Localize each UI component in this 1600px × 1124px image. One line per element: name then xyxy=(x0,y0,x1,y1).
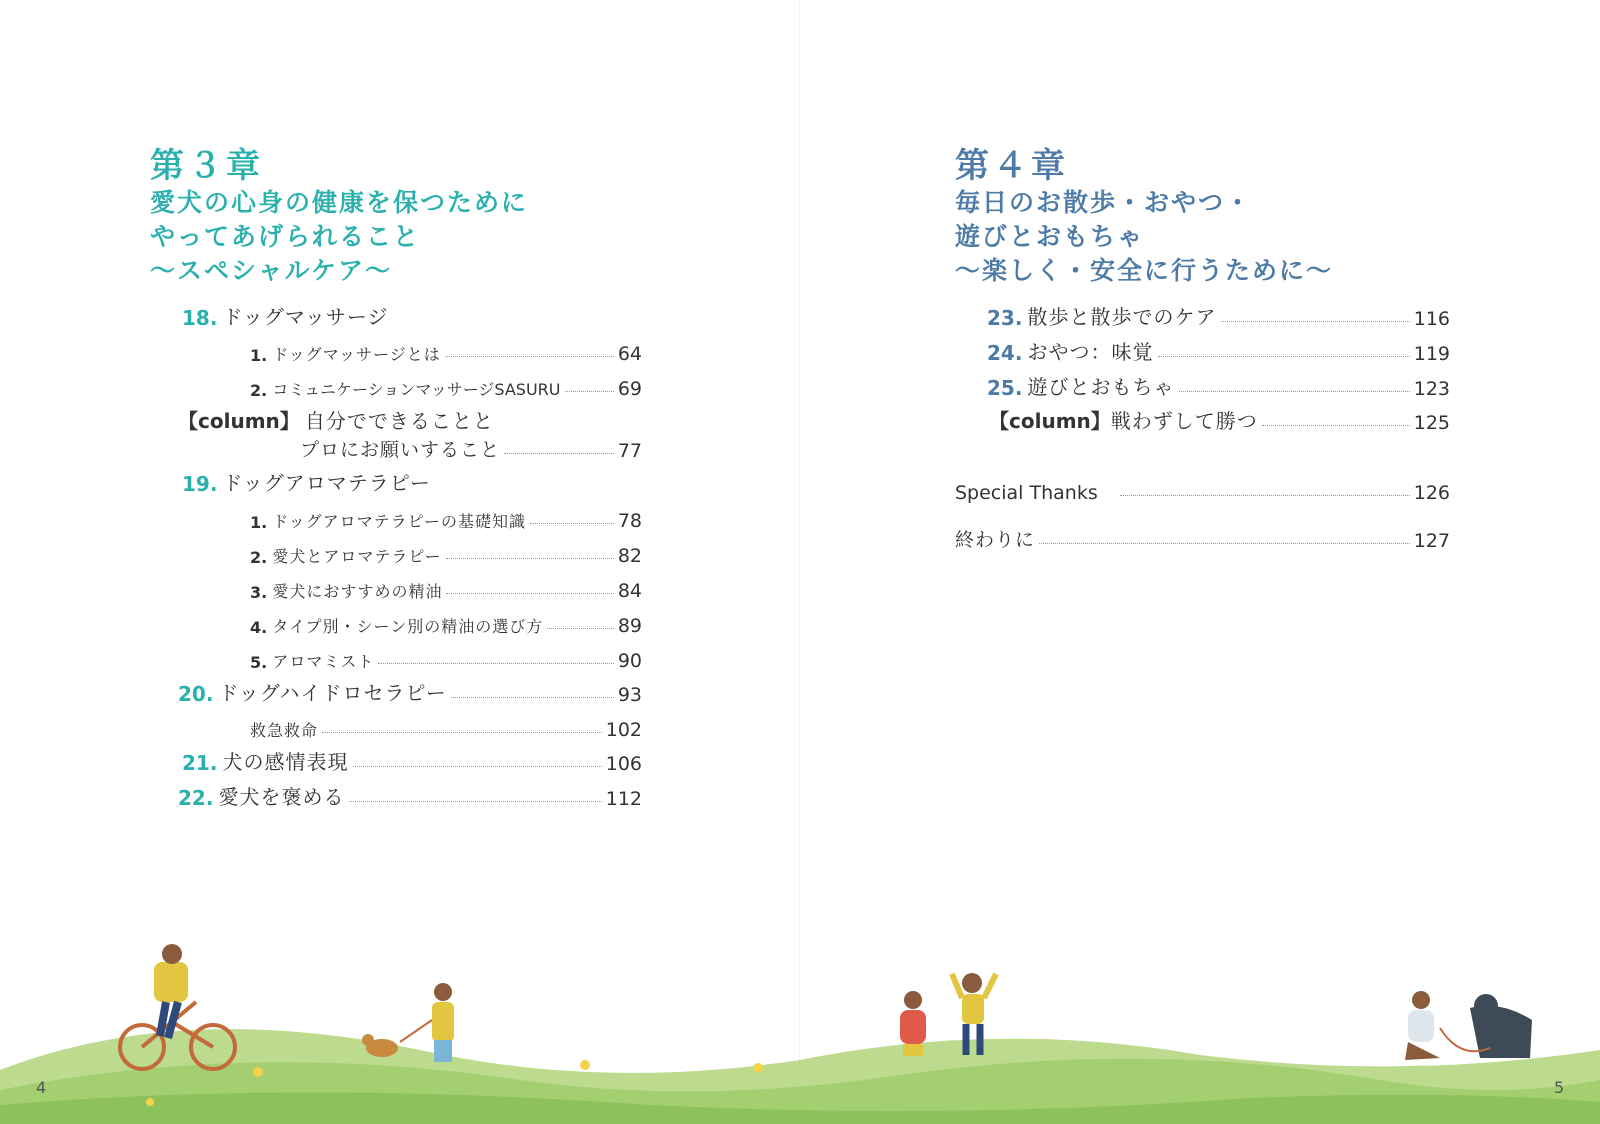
leader-dots xyxy=(1158,356,1410,357)
toc-column-2[interactable] xyxy=(989,402,1450,434)
toc-section-24[interactable] xyxy=(987,333,1450,365)
page-ref: 119 xyxy=(1413,343,1450,365)
page-ref: 64 xyxy=(617,343,642,365)
leader-dots xyxy=(530,523,614,524)
subtitle-line: 愛犬の心身の健康を保つために xyxy=(150,188,529,217)
leader-dots xyxy=(446,593,613,594)
page-ref: 102 xyxy=(605,719,642,741)
toc-item-19-5[interactable] xyxy=(250,640,642,672)
section-number: 22. xyxy=(178,786,214,810)
toc-section-21[interactable] xyxy=(182,743,642,775)
page-number-right: 5 xyxy=(1554,1078,1565,1097)
leader-dots xyxy=(322,732,602,733)
subtitle-line: 毎日のお散歩・おやつ・ xyxy=(955,188,1253,217)
column-title-line1: 自分でできることと xyxy=(304,409,494,433)
leader-dots xyxy=(1179,391,1410,392)
subtitle-line: 遊びとおもちゃ xyxy=(955,222,1145,251)
item-title: コミュニケーションマッサージSASURU xyxy=(272,380,561,399)
item-number: 5. xyxy=(250,653,268,672)
item-title: Special Thanks xyxy=(955,482,1098,504)
item-title: アロマミスト xyxy=(272,652,375,671)
toc-item-18-1[interactable] xyxy=(250,333,642,365)
page-ref: 116 xyxy=(1413,308,1450,330)
toc-item-19-4[interactable] xyxy=(250,605,642,637)
toc-section-23[interactable] xyxy=(987,298,1450,330)
toc-column-1-line2[interactable] xyxy=(300,430,642,462)
item-title: 救急救命 xyxy=(250,721,319,740)
section-number: 25. xyxy=(987,376,1023,400)
section-title: ドッグアロマテラピー xyxy=(222,471,431,495)
page-number-left: 4 xyxy=(36,1078,47,1097)
section-number: 18. xyxy=(182,306,218,330)
chapter-3-heading: 第３章 xyxy=(150,146,264,186)
page-ref: 125 xyxy=(1413,412,1450,434)
toc-section-20[interactable] xyxy=(178,674,642,706)
leader-dots xyxy=(446,558,614,559)
item-number: 2. xyxy=(250,548,268,567)
column-title: 戦わずして勝つ xyxy=(1110,409,1258,433)
page-ref: 78 xyxy=(617,510,642,532)
leader-dots xyxy=(1120,495,1410,496)
page-ref: 126 xyxy=(1413,482,1450,504)
leader-dots xyxy=(349,801,602,802)
section-number: 20. xyxy=(178,682,214,706)
chapter-4-heading: 第４章 xyxy=(955,146,1069,186)
item-number: 3. xyxy=(250,583,268,602)
chapter-4-subtitle xyxy=(955,186,1333,288)
chapter-3-subtitle xyxy=(150,186,528,288)
subtitle-line: やってあげられること xyxy=(150,222,421,251)
leader-dots xyxy=(445,356,614,357)
section-number: 24. xyxy=(987,341,1023,365)
toc-section-18[interactable] xyxy=(182,298,389,330)
item-title: タイプ別・シーン別の精油の選び方 xyxy=(272,617,544,636)
page-ref: 69 xyxy=(617,378,642,400)
leader-dots xyxy=(451,697,614,698)
park-illustration xyxy=(0,940,1600,1124)
column-title-line2: プロにお願いすること xyxy=(300,439,501,461)
section-number: 19. xyxy=(182,472,218,496)
toc-section-25[interactable] xyxy=(987,368,1450,400)
leader-dots xyxy=(378,663,613,664)
leader-dots xyxy=(504,453,614,454)
page-ref: 127 xyxy=(1413,530,1450,552)
section-number: 21. xyxy=(182,751,218,775)
leader-dots xyxy=(565,391,614,392)
column-tag: 【column】 xyxy=(178,409,300,433)
section-title: 犬の感情表現 xyxy=(222,750,349,774)
item-title: 終わりに xyxy=(955,529,1036,551)
page-ref: 123 xyxy=(1413,378,1450,400)
item-number: 1. xyxy=(250,346,268,365)
section-title: 散歩と散歩でのケア xyxy=(1027,305,1217,329)
toc-ending[interactable] xyxy=(955,520,1450,552)
toc-special-thanks[interactable] xyxy=(955,472,1450,504)
section-number: 23. xyxy=(987,306,1023,330)
page-ref: 82 xyxy=(617,545,642,567)
section-title: ドッグマッサージ xyxy=(222,305,389,329)
toc-item-18-2[interactable] xyxy=(250,368,642,400)
grass-hills-icon xyxy=(0,1029,1600,1124)
subtitle-line: ～楽しく・安全に行うために～ xyxy=(955,256,1334,285)
item-number: 4. xyxy=(250,618,268,637)
page-ref: 84 xyxy=(617,580,642,602)
item-title: 愛犬におすすめの精油 xyxy=(272,582,443,601)
leader-dots xyxy=(547,628,614,629)
toc-item-19-1[interactable] xyxy=(250,500,642,532)
section-title: 遊びとおもちゃ xyxy=(1027,375,1175,399)
item-number: 1. xyxy=(250,513,268,532)
column-tag: 【column】 xyxy=(989,409,1111,433)
toc-section-22[interactable] xyxy=(178,778,642,810)
section-title: ドッグハイドロセラピー xyxy=(218,681,447,705)
item-title: ドッグアロマテラピーの基礎知識 xyxy=(272,512,527,531)
subtitle-line: ～スペシャルケア～ xyxy=(150,256,393,285)
leader-dots xyxy=(1221,321,1410,322)
leader-dots xyxy=(1262,425,1410,426)
leader-dots xyxy=(1039,543,1410,544)
item-title: ドッグマッサージとは xyxy=(272,345,441,364)
toc-item-20-sub[interactable] xyxy=(250,709,642,741)
toc-item-19-3[interactable] xyxy=(250,570,642,602)
person-with-dog-icon xyxy=(1405,991,1532,1060)
page-ref: 77 xyxy=(617,440,642,462)
section-title: 愛犬を褒める xyxy=(218,785,345,809)
leader-dots xyxy=(353,766,602,767)
section-title: おやつ：味覚 xyxy=(1027,340,1154,364)
toc-item-19-2[interactable] xyxy=(250,535,642,567)
toc-section-19[interactable] xyxy=(182,464,431,496)
page-ref: 112 xyxy=(605,788,642,810)
page-ref: 90 xyxy=(617,650,642,672)
page-ref: 89 xyxy=(617,615,642,637)
item-number: 2. xyxy=(250,381,268,400)
page-ref: 93 xyxy=(617,684,642,706)
page-ref: 106 xyxy=(605,753,642,775)
item-title: 愛犬とアロマテラピー xyxy=(272,547,442,566)
